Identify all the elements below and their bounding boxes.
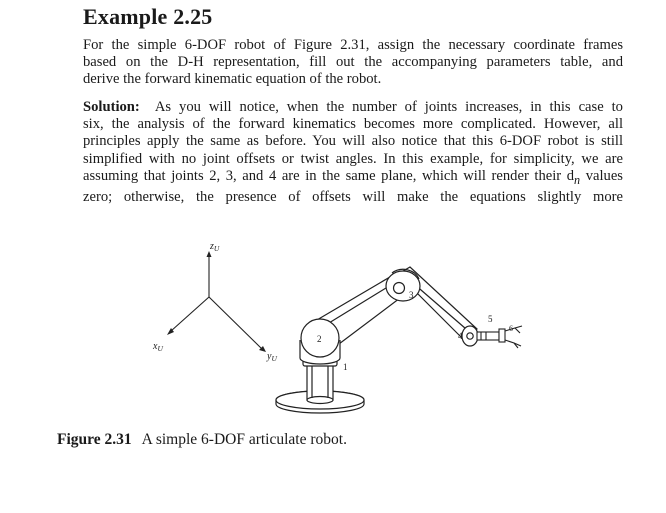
solution-line: principles apply the same as before. You will also notice that this 6-DOF robot is still [83, 133, 623, 150]
solution-line [83, 99, 623, 116]
caption-label: Figure 2.31 [57, 431, 132, 448]
z-axis-label: $z_U$ [210, 241, 220, 253]
problem-statement [83, 37, 623, 89]
problem-line: derive the forward kinematic equation of the robot. [83, 71, 382, 88]
x-axis-label: $x_U$ [153, 341, 163, 353]
caption-text: A simple 6-DOF articulate robot. [141, 431, 347, 448]
problem-line: based on the D-H representation, fill out the accompanying parameters table, and [83, 54, 623, 71]
solution-text: values [585, 167, 623, 184]
solution-text: As you will notice, when the number of joints increases, in this case to [154, 99, 623, 115]
robot-figure [140, 236, 540, 421]
solution-paragraph [83, 99, 623, 206]
joint-label-4: 4 [458, 331, 463, 341]
subscript-n: n [574, 172, 581, 187]
joint-label-2: 2 [317, 334, 322, 344]
solution-line: simplified with no joint offsets or twist angles. In this example, for simplicity, we are [83, 150, 623, 167]
problem-line: For the simple 6-DOF robot of Figure 2.31, assign the necessary coordinate frames [83, 37, 623, 53]
solution-text: assuming that joints 2, 3, and 4 are in the same plane, which will render their d [83, 167, 575, 184]
example-title: Example 2.25 [83, 4, 213, 29]
joint-label-5: 5 [488, 314, 493, 324]
joint-label-3: 3 [409, 290, 414, 300]
reference-frame [171, 256, 262, 349]
solution-line [83, 168, 623, 189]
wrist-joint [462, 326, 478, 346]
solution-line: zero; otherwise, the presence of offsets will make the equations slightly more [83, 188, 623, 205]
joint-label-1: 1 [343, 362, 348, 372]
solution-line: six, the analysis of the forward kinematics becomes more complicated. However, all [83, 116, 623, 133]
y-axis-label: $y_U$ [267, 351, 277, 363]
end-effector [477, 326, 522, 348]
joint-label-6: 6 [509, 324, 513, 333]
figure-caption [57, 431, 347, 449]
solution-label: Solution: [83, 99, 140, 115]
elbow-joint [386, 269, 420, 301]
